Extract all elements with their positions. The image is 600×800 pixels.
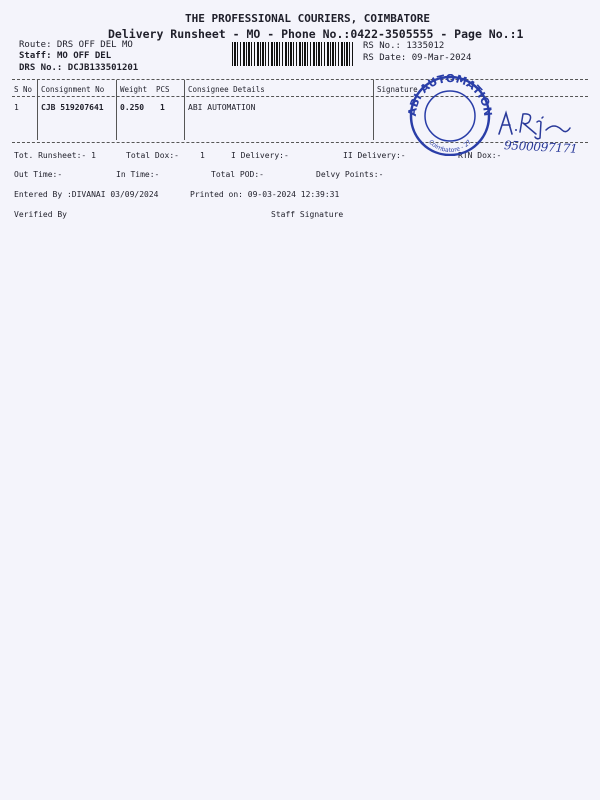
company-title: THE PROFESSIONAL COURIERS, COIMBATORE [185,12,431,25]
ii-delivery: II Delivery:- [343,151,406,160]
handwritten-phone: 9500097171 [503,138,578,156]
row-pcs: 1 [160,103,165,112]
route-info: Route: DRS OFF DEL MO [19,40,133,50]
column-divider [184,80,185,140]
rs-date: RS Date: 09-Mar-2024 [363,53,472,63]
stamp-bottom-text: Coimbatore - 27 [427,138,473,155]
tot-runsheet: Tot. Runsheet:- 1 [14,151,96,160]
col-header-signature: Signature [377,85,418,94]
barcode [232,42,354,66]
column-divider [37,80,38,140]
total-dox-label: Total Dox:- [126,151,179,160]
out-time: Out Time:- [14,170,63,179]
table-bottom-divider [12,142,588,143]
staff-label: Staff: [19,51,52,61]
rtn-dox: RTN Dox:- [458,151,502,160]
printed-on: Printed on: 09-03-2024 12:39:31 [190,190,340,199]
staff-signature-label: Staff Signature [271,210,344,219]
handwritten-signature [496,108,574,140]
verified-by: Verified By [14,210,67,219]
drs-label: DRS No.: [19,63,63,73]
col-header-weight: Weight [120,85,148,94]
column-divider [373,80,374,140]
rs-number: RS No.: 1335012 [363,41,445,51]
drs-value: DCJB133501201 [67,63,139,73]
entered-by: Entered By :DIVANAI 03/09/2024 [14,190,159,199]
col-header-pcs: PCS [156,85,170,94]
i-delivery: I Delivery:- [231,151,289,160]
stamp-top-text: ABI AUTOMATION [405,74,495,117]
company-stamp [402,74,498,156]
in-time: In Time:- [116,170,160,179]
stamp-inner-ring [425,91,475,141]
total-pod: Total POD:- [211,170,264,179]
col-header-consignee: Consignee Details [188,85,265,94]
col-header-consignment: Consignment No [41,85,105,94]
runsheet-subtitle: Delivery Runsheet - MO - Phone No.:0422-3505555 - Page No.:1 [108,27,524,41]
row-consignment: CJB 519207641 [41,103,104,112]
row-sno: 1 [14,103,19,112]
col-header-sno: S No [14,85,33,94]
staff-value: MO OFF DEL [56,51,112,61]
column-divider [116,80,117,140]
row-weight: 0.250 [120,103,145,112]
staff-info [19,51,111,61]
table-header-divider [12,96,588,97]
total-dox-value: 1 [200,151,205,160]
table-top-divider [12,79,588,80]
delvy-points: Delvy Points:- [316,170,384,179]
row-consignee: ABI AUTOMATION [188,103,256,112]
drs-info [19,63,138,73]
